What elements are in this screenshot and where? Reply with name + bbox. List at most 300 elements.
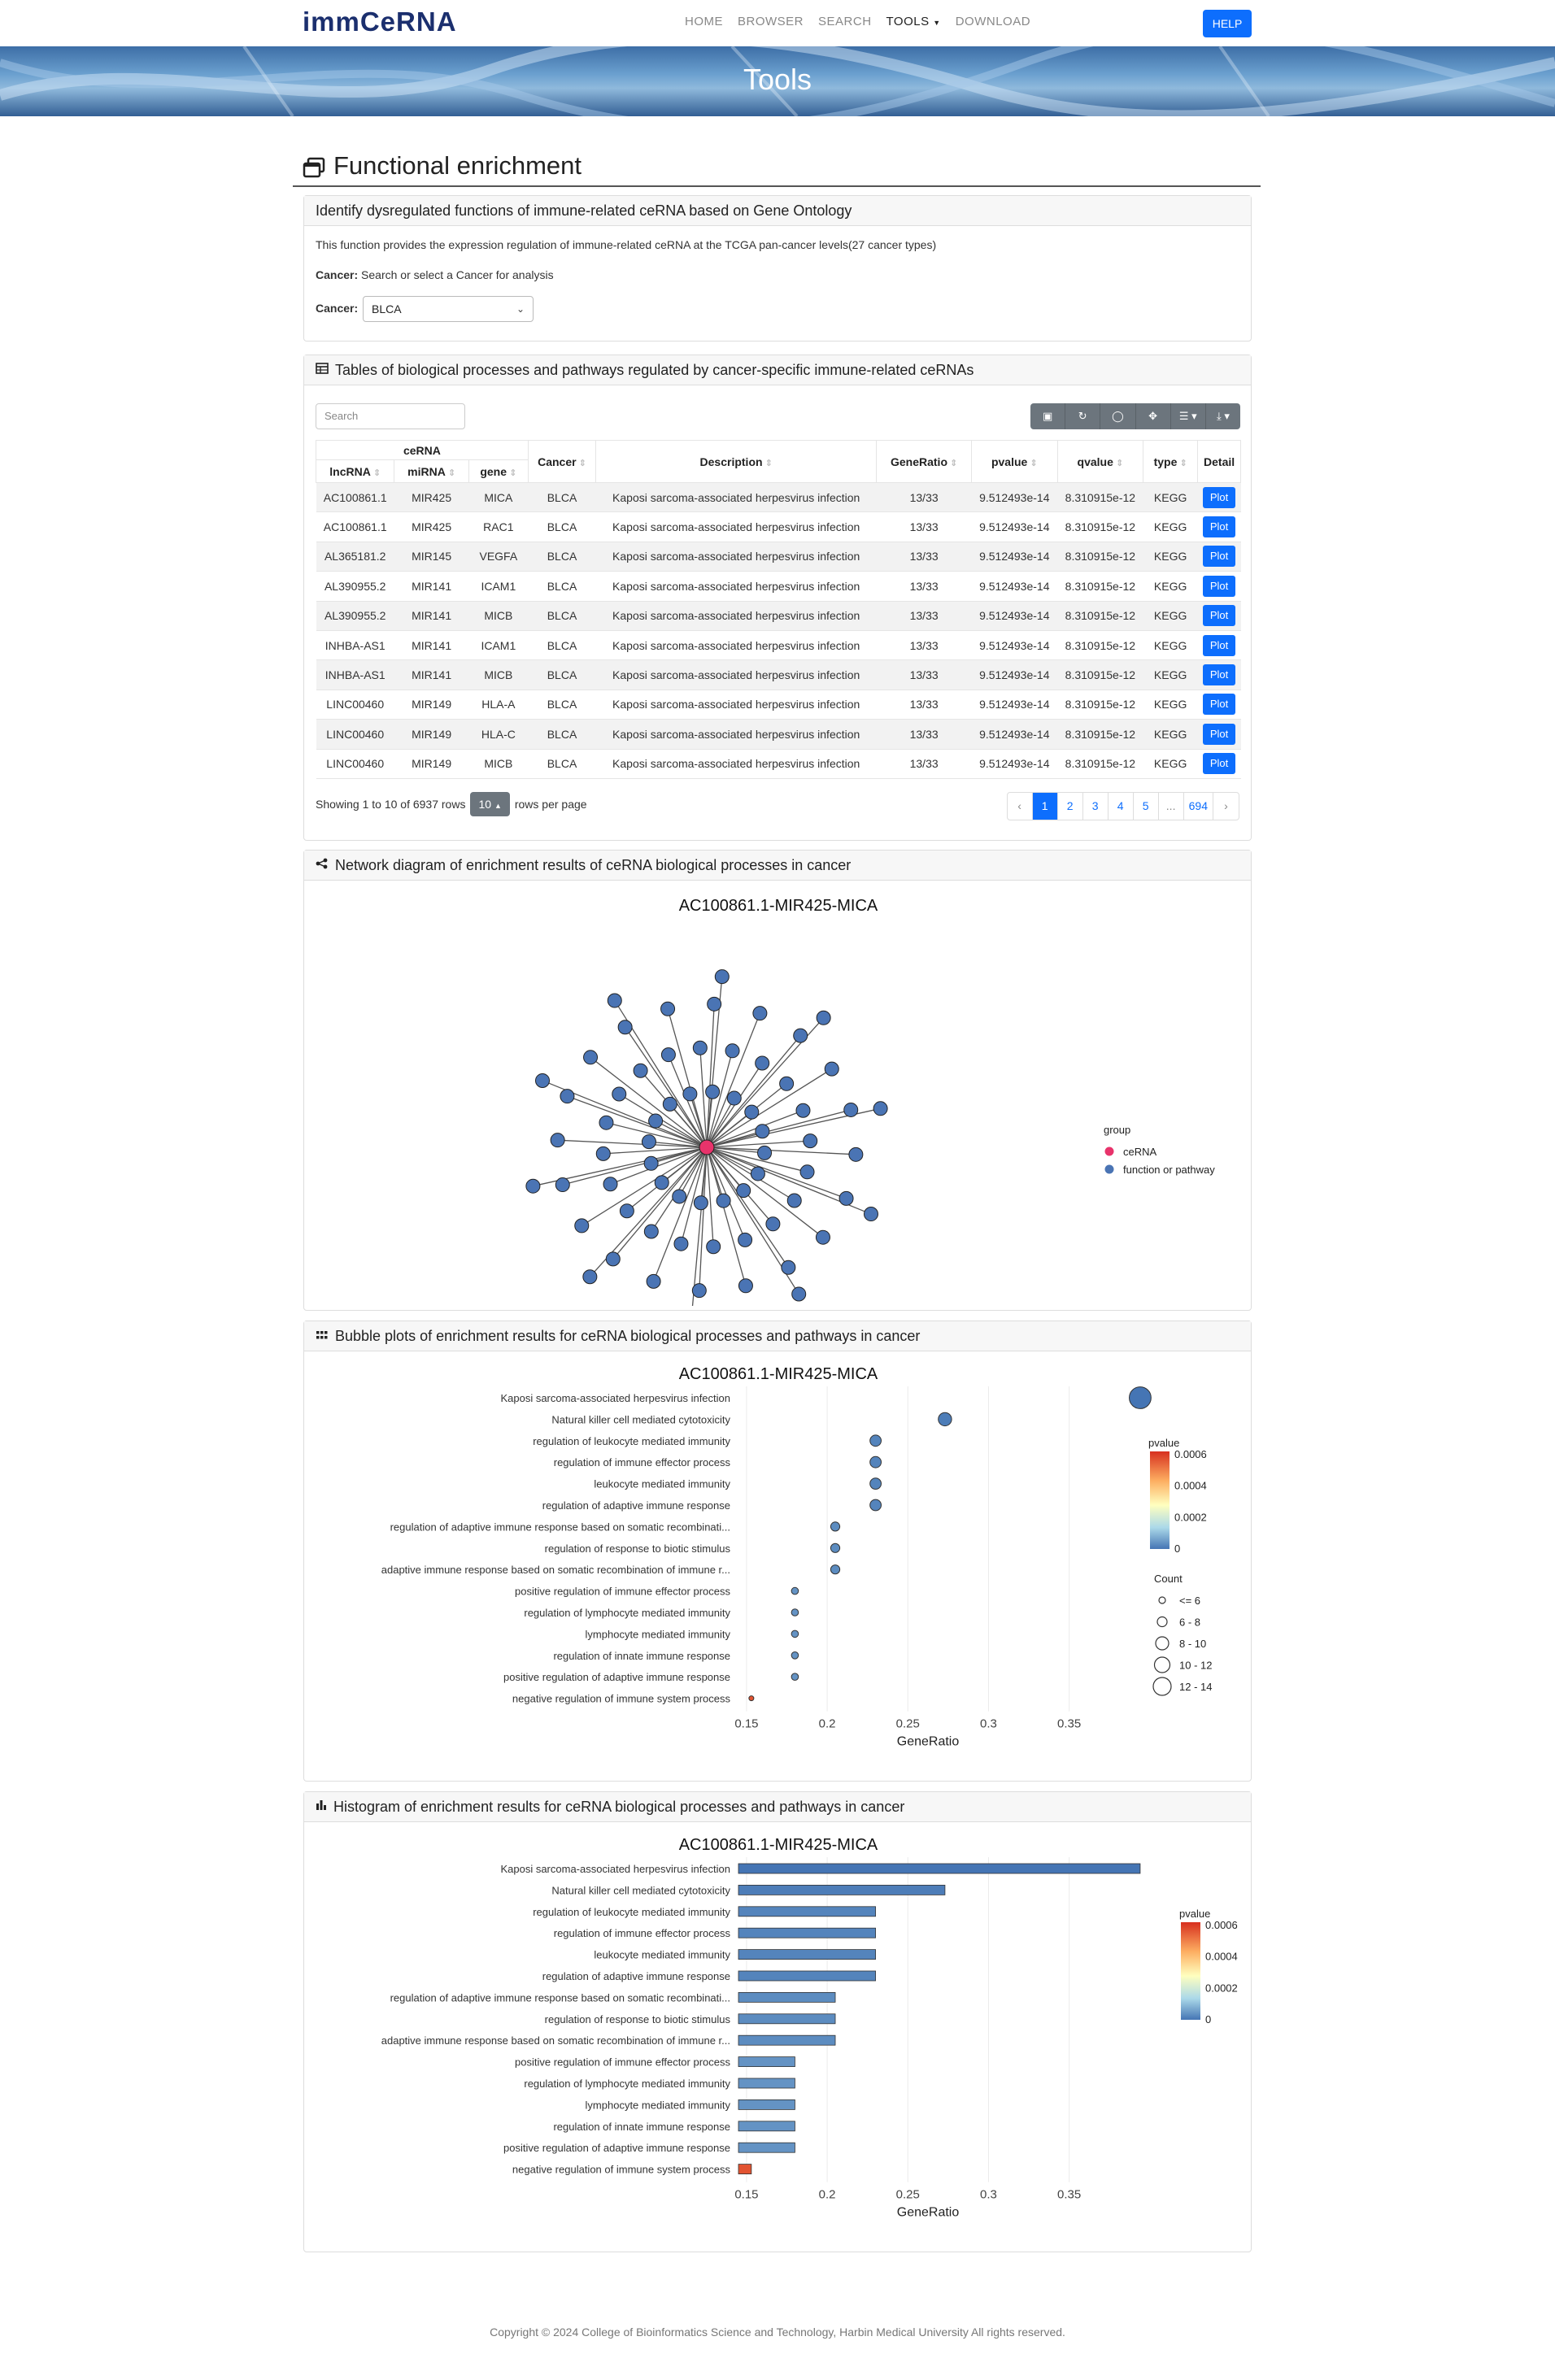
histogram-bar bbox=[738, 1992, 835, 2002]
table-toolbar bbox=[1030, 403, 1240, 429]
network-edge bbox=[707, 1147, 823, 1238]
network-node bbox=[673, 1190, 686, 1203]
title-divider bbox=[293, 185, 1261, 187]
network-center-node bbox=[699, 1140, 714, 1155]
cancer-select-value: BLCA bbox=[372, 302, 402, 315]
cell-cancer: BLCA bbox=[528, 749, 595, 778]
cell-generatio: 13/33 bbox=[877, 690, 972, 719]
cell-cancer: BLCA bbox=[528, 542, 595, 571]
network-node bbox=[766, 1217, 780, 1231]
cell-type: KEGG bbox=[1143, 660, 1198, 690]
cell-description: Kaposi sarcoma-associated herpesvirus infection bbox=[596, 749, 877, 778]
network-node bbox=[642, 1135, 656, 1149]
pagination-info bbox=[316, 792, 587, 816]
network-node bbox=[634, 1064, 647, 1077]
bar-chart-icon bbox=[316, 1792, 327, 1822]
cell-mirna: MIR149 bbox=[394, 749, 468, 778]
y-category-label: Natural killer cell mediated cytotoxicity bbox=[551, 1884, 730, 1897]
network-node bbox=[817, 1011, 830, 1025]
page-link[interactable]: ... bbox=[1159, 793, 1184, 820]
cell-lncrna: AC100861.1 bbox=[316, 483, 394, 512]
page-link[interactable]: 5 bbox=[1134, 793, 1159, 820]
page-link[interactable]: 694 bbox=[1184, 793, 1213, 820]
network-node bbox=[717, 1194, 730, 1207]
histogram-bar bbox=[738, 1971, 876, 1981]
network-node bbox=[738, 1279, 752, 1293]
bubble-point bbox=[870, 1499, 882, 1511]
results-table-body bbox=[316, 483, 1241, 779]
cell-cancer: BLCA bbox=[528, 512, 595, 542]
col-generatio[interactable]: GeneRatio ⇕ bbox=[877, 441, 972, 483]
y-category-label: regulation of lymphocyte mediated immunity bbox=[524, 2078, 730, 2090]
cell-qvalue: 8.310915e-12 bbox=[1057, 572, 1143, 601]
colorbar-tick: 0.0004 bbox=[1174, 1479, 1207, 1492]
cell-lncrna: LINC00460 bbox=[316, 690, 394, 719]
page-link[interactable]: › bbox=[1224, 799, 1228, 812]
network-edge bbox=[668, 1009, 707, 1147]
network-node bbox=[647, 1274, 660, 1288]
network-node bbox=[787, 1194, 801, 1207]
cell-detail bbox=[1198, 690, 1241, 719]
cell-lncrna: AL390955.2 bbox=[316, 572, 394, 601]
cell-detail bbox=[1198, 749, 1241, 778]
network-node bbox=[644, 1156, 658, 1170]
cell-generatio: 13/33 bbox=[877, 720, 972, 749]
network-node bbox=[751, 1167, 764, 1181]
legend-function-dot bbox=[1105, 1165, 1114, 1174]
plot-button[interactable]: Plot bbox=[1203, 635, 1235, 656]
network-node bbox=[727, 1091, 741, 1105]
cell-gene: MICB bbox=[468, 749, 528, 778]
network-node bbox=[683, 1087, 697, 1101]
window-icon bbox=[303, 155, 325, 176]
bubble-point bbox=[791, 1587, 799, 1595]
network-edge bbox=[707, 1147, 746, 1286]
network-node bbox=[804, 1134, 817, 1148]
table-row bbox=[316, 601, 1241, 630]
network-node bbox=[708, 997, 721, 1011]
plot-button[interactable]: Plot bbox=[1203, 605, 1235, 626]
cell-qvalue: 8.310915e-12 bbox=[1057, 690, 1143, 719]
network-node bbox=[792, 1287, 806, 1301]
cancer-hint bbox=[316, 268, 554, 281]
nav-home[interactable]: HOME bbox=[685, 15, 723, 28]
bubble-point bbox=[791, 1609, 799, 1616]
export-dropdown-icon[interactable]: ⤓ ▾ bbox=[1217, 410, 1230, 422]
col-lncrna[interactable]: lncRNA ⇕ bbox=[316, 460, 394, 483]
network-node bbox=[603, 1177, 617, 1191]
legend-cerna-label: ceRNA bbox=[1123, 1146, 1157, 1158]
colorbar-tick: 0.0002 bbox=[1174, 1511, 1207, 1524]
cell-qvalue: 8.310915e-12 bbox=[1057, 630, 1143, 659]
rows-per-page-text: rows per page bbox=[514, 798, 587, 811]
network-node bbox=[796, 1103, 810, 1117]
cell-mirna: MIR149 bbox=[394, 720, 468, 749]
network-node bbox=[661, 1002, 675, 1016]
cell-lncrna: AL390955.2 bbox=[316, 601, 394, 630]
bubble-point bbox=[830, 1543, 839, 1552]
cell-generatio: 13/33 bbox=[877, 630, 972, 659]
size-legend-circle bbox=[1156, 1637, 1169, 1650]
y-category-label: regulation of adaptive immune response bbox=[542, 1970, 730, 1982]
y-category-label: Kaposi sarcoma-associated herpesvirus infection bbox=[500, 1863, 730, 1875]
cell-detail bbox=[1198, 572, 1241, 601]
cell-qvalue: 8.310915e-12 bbox=[1057, 512, 1143, 542]
page-link[interactable]: 2 bbox=[1058, 793, 1083, 820]
cell-mirna: MIR141 bbox=[394, 572, 468, 601]
network-diagram bbox=[304, 891, 1252, 1306]
cell-lncrna: AC100861.1 bbox=[316, 512, 394, 542]
network-node bbox=[644, 1225, 658, 1238]
network-node bbox=[661, 1048, 675, 1062]
cancer-select-label-text: Cancer: bbox=[316, 302, 359, 315]
dots-grid-icon bbox=[316, 1321, 329, 1351]
x-tick-label: 0.35 bbox=[1057, 1716, 1082, 1731]
table-row bbox=[316, 660, 1241, 690]
x-tick-label: 0.2 bbox=[818, 2187, 836, 2202]
network-node bbox=[794, 1029, 808, 1042]
colorbar-tick: 0.0006 bbox=[1174, 1448, 1207, 1460]
y-category-label: positive regulation of immune effector process bbox=[515, 1585, 730, 1598]
cell-pvalue: 9.512493e-14 bbox=[972, 601, 1058, 630]
network-node bbox=[612, 1087, 626, 1101]
y-category-label: regulation of lymphocyte mediated immunity bbox=[524, 1607, 730, 1619]
size-legend-label: 12 - 14 bbox=[1179, 1681, 1213, 1693]
bubble-plot bbox=[304, 1357, 1252, 1780]
cell-description: Kaposi sarcoma-associated herpesvirus infection bbox=[596, 483, 877, 512]
network-edge bbox=[707, 1013, 760, 1147]
cell-qvalue: 8.310915e-12 bbox=[1057, 720, 1143, 749]
plot-button[interactable]: Plot bbox=[1203, 516, 1235, 537]
cell-gene: ICAM1 bbox=[468, 572, 528, 601]
cell-type: KEGG bbox=[1143, 483, 1198, 512]
x-axis-label: GeneRatio bbox=[896, 2205, 960, 2220]
plot-button[interactable]: Plot bbox=[1203, 546, 1235, 567]
banner bbox=[0, 46, 1555, 116]
y-category-label: leukocyte mediated immunity bbox=[594, 1948, 730, 1961]
histogram-card-header bbox=[304, 1792, 1251, 1822]
network-node bbox=[693, 1041, 707, 1055]
plot-button[interactable]: Plot bbox=[1203, 664, 1235, 685]
col-detail: Detail bbox=[1198, 441, 1241, 483]
cell-qvalue: 8.310915e-12 bbox=[1057, 542, 1143, 571]
plot-button[interactable]: Plot bbox=[1203, 576, 1235, 597]
histogram-bar bbox=[738, 1928, 876, 1938]
y-category-label: regulation of adaptive immune response based on somatic recombinati... bbox=[390, 1521, 730, 1534]
network-node bbox=[753, 1007, 767, 1020]
network-node bbox=[555, 1178, 569, 1192]
cell-pvalue: 9.512493e-14 bbox=[972, 572, 1058, 601]
page-link[interactable]: 3 bbox=[1083, 793, 1109, 820]
network-edge bbox=[654, 1147, 707, 1281]
y-category-label: negative regulation of immune system process bbox=[512, 2163, 730, 2176]
footer: Copyright © 2024 College of Bioinformatics Science and Technology, Harbin Medical University All rights reserved. bbox=[490, 2326, 1065, 2339]
refresh-icon[interactable]: ↻ bbox=[1065, 403, 1100, 429]
caret-down-icon: ▼ bbox=[933, 19, 941, 27]
page-title bbox=[303, 151, 581, 181]
cell-mirna: MIR141 bbox=[394, 630, 468, 659]
cancer-select[interactable] bbox=[363, 296, 534, 322]
y-category-label: Kaposi sarcoma-associated herpesvirus infection bbox=[500, 1392, 730, 1404]
bubble-card-header bbox=[304, 1321, 1251, 1351]
cell-qvalue: 8.310915e-12 bbox=[1057, 483, 1143, 512]
cell-description: Kaposi sarcoma-associated herpesvirus infection bbox=[596, 512, 877, 542]
cell-lncrna: LINC00460 bbox=[316, 720, 394, 749]
colorbar-tick: 0 bbox=[1205, 2013, 1212, 2025]
cell-detail bbox=[1198, 601, 1241, 630]
network-node bbox=[599, 1116, 613, 1129]
histogram-bar bbox=[738, 1885, 945, 1895]
network-node bbox=[536, 1073, 550, 1087]
legend-function-label: function or pathway bbox=[1123, 1164, 1215, 1176]
network-legend-title: group bbox=[1104, 1124, 1131, 1136]
cell-type: KEGG bbox=[1143, 749, 1198, 778]
navbar bbox=[0, 0, 1555, 46]
cell-cancer: BLCA bbox=[528, 690, 595, 719]
network-edge bbox=[567, 1096, 707, 1147]
cell-gene: ICAM1 bbox=[468, 630, 528, 659]
plot-button[interactable]: Plot bbox=[1203, 487, 1235, 508]
fullscreen-icon[interactable]: ✥ bbox=[1136, 403, 1171, 429]
cell-type: KEGG bbox=[1143, 572, 1198, 601]
intro-description: This function provides the expression regulation of immune-related ceRNA at the TCGA pan-cancer levels(27 cancer types) bbox=[316, 238, 937, 251]
size-legend-label: 10 - 12 bbox=[1179, 1659, 1213, 1672]
help-button[interactable]: HELP bbox=[1203, 10, 1252, 37]
network-node bbox=[756, 1056, 769, 1070]
y-category-label: regulation of response to biotic stimulus bbox=[544, 2012, 730, 2025]
cell-qvalue: 8.310915e-12 bbox=[1057, 749, 1143, 778]
cell-mirna: MIR425 bbox=[394, 483, 468, 512]
cell-generatio: 13/33 bbox=[877, 749, 972, 778]
x-tick-label: 0.25 bbox=[895, 2187, 920, 2202]
network-node bbox=[849, 1147, 863, 1161]
bubble-card-title: Bubble plots of enrichment results for ceRNA biological processes and pathways in cancer bbox=[335, 1327, 921, 1344]
colorbar-title: pvalue bbox=[1148, 1437, 1180, 1449]
cell-lncrna: INHBA-AS1 bbox=[316, 660, 394, 690]
plot-button[interactable]: Plot bbox=[1203, 753, 1235, 774]
cell-cancer: BLCA bbox=[528, 630, 595, 659]
cell-description: Kaposi sarcoma-associated herpesvirus infection bbox=[596, 720, 877, 749]
cell-generatio: 13/33 bbox=[877, 572, 972, 601]
network-node bbox=[715, 970, 729, 984]
colorbar bbox=[1181, 1922, 1200, 2020]
y-category-label: leukocyte mediated immunity bbox=[594, 1477, 730, 1490]
nav-search[interactable]: SEARCH bbox=[818, 15, 872, 28]
intro-card bbox=[303, 195, 1252, 342]
cerna-group-header: ceRNA bbox=[316, 441, 529, 460]
histogram-bar bbox=[738, 2014, 835, 2024]
size-legend-circle bbox=[1159, 1597, 1165, 1603]
bubble-point bbox=[830, 1565, 839, 1574]
network-edge bbox=[707, 1110, 851, 1147]
cell-gene: MICB bbox=[468, 660, 528, 690]
y-category-label: positive regulation of adaptive immune response bbox=[503, 1671, 730, 1684]
histogram-card-title: Histogram of enrichment results for ceRNA biological processes and pathways in cancer bbox=[333, 1798, 905, 1815]
histogram-bar bbox=[738, 2057, 795, 2067]
plot-button[interactable]: Plot bbox=[1203, 694, 1235, 715]
toggle-view-icon[interactable]: ▣ bbox=[1030, 403, 1065, 429]
cell-lncrna: AL365181.2 bbox=[316, 542, 394, 571]
nav-links bbox=[685, 15, 1045, 28]
network-node bbox=[551, 1133, 564, 1147]
x-tick-label: 0.3 bbox=[980, 2187, 997, 2202]
col-pvalue[interactable]: pvalue ⇕ bbox=[972, 441, 1058, 483]
cell-detail bbox=[1198, 660, 1241, 690]
nav-download[interactable]: DOWNLOAD bbox=[955, 15, 1031, 28]
x-tick-label: 0.3 bbox=[980, 1716, 997, 1731]
site-logo[interactable] bbox=[303, 7, 457, 37]
table-icon bbox=[316, 355, 329, 385]
histogram-bar bbox=[738, 2035, 835, 2045]
network-node bbox=[706, 1085, 720, 1099]
network-edge bbox=[613, 1147, 707, 1259]
cell-cancer: BLCA bbox=[528, 483, 595, 512]
table-search-input[interactable]: Search bbox=[316, 403, 465, 429]
table-row bbox=[316, 749, 1241, 778]
nav-tools-label: TOOLS bbox=[886, 15, 930, 28]
col-gene[interactable]: gene ⇕ bbox=[468, 460, 528, 483]
table-row bbox=[316, 542, 1241, 571]
table-row bbox=[316, 690, 1241, 719]
network-node bbox=[584, 1051, 598, 1064]
network-node bbox=[649, 1114, 663, 1128]
network-node bbox=[692, 1284, 706, 1298]
page-link[interactable]: ‹ bbox=[1008, 793, 1033, 820]
results-table bbox=[316, 440, 1241, 779]
y-category-label: regulation of innate immune response bbox=[553, 1649, 730, 1662]
y-category-label: positive regulation of adaptive immune response bbox=[503, 2142, 730, 2155]
colorbar bbox=[1150, 1451, 1170, 1549]
cancer-select-label bbox=[316, 302, 358, 315]
y-category-label: regulation of innate immune response bbox=[553, 2120, 730, 2133]
cell-pvalue: 9.512493e-14 bbox=[972, 660, 1058, 690]
histogram-bar bbox=[738, 1907, 876, 1917]
network-node bbox=[844, 1103, 858, 1116]
network-node bbox=[606, 1252, 620, 1266]
network-node bbox=[800, 1165, 814, 1179]
col-cancer[interactable]: Cancer ⇕ bbox=[528, 441, 595, 483]
cell-generatio: 13/33 bbox=[877, 512, 972, 542]
network-node bbox=[745, 1105, 759, 1119]
histogram-bar bbox=[738, 2165, 751, 2174]
y-category-label: lymphocyte mediated immunity bbox=[585, 1628, 730, 1641]
table-card-header bbox=[304, 355, 1251, 385]
network-edge bbox=[558, 1140, 707, 1147]
columns-dropdown-icon[interactable]: ☰ ▾ bbox=[1171, 403, 1206, 429]
table-row bbox=[316, 720, 1241, 749]
cell-description: Kaposi sarcoma-associated herpesvirus infection bbox=[596, 630, 877, 659]
network-edge bbox=[590, 1057, 707, 1147]
bubble-point bbox=[749, 1696, 754, 1701]
network-node bbox=[737, 1184, 751, 1198]
table-card bbox=[303, 355, 1252, 841]
cell-pvalue: 9.512493e-14 bbox=[972, 749, 1058, 778]
cell-qvalue: 8.310915e-12 bbox=[1057, 601, 1143, 630]
cell-gene: MICA bbox=[468, 483, 528, 512]
page-link[interactable]: 4 bbox=[1109, 793, 1134, 820]
bubble-point bbox=[791, 1630, 799, 1638]
page-size-dropdown[interactable] bbox=[470, 792, 509, 816]
nav-tools-dropdown[interactable] bbox=[886, 15, 941, 28]
table-row bbox=[316, 512, 1241, 542]
network-node bbox=[725, 1044, 739, 1058]
histogram-bar bbox=[738, 1950, 876, 1960]
toggle-icon[interactable]: ◯ bbox=[1100, 403, 1135, 429]
cell-gene: MICB bbox=[468, 601, 528, 630]
cell-qvalue: 8.310915e-12 bbox=[1057, 660, 1143, 690]
network-card-header bbox=[304, 851, 1251, 881]
bubble-point bbox=[791, 1673, 799, 1681]
cell-type: KEGG bbox=[1143, 601, 1198, 630]
cell-detail bbox=[1198, 483, 1241, 512]
nav-browser[interactable]: BROWSER bbox=[738, 15, 804, 28]
network-node bbox=[583, 1270, 597, 1284]
cell-lncrna: INHBA-AS1 bbox=[316, 630, 394, 659]
network-node bbox=[816, 1230, 830, 1244]
cell-mirna: MIR145 bbox=[394, 542, 468, 571]
cell-type: KEGG bbox=[1143, 512, 1198, 542]
network-edge bbox=[707, 1036, 800, 1147]
network-node bbox=[839, 1191, 853, 1205]
cell-mirna: MIR141 bbox=[394, 601, 468, 630]
cell-pvalue: 9.512493e-14 bbox=[972, 512, 1058, 542]
pagination bbox=[1007, 792, 1239, 820]
cell-generatio: 13/33 bbox=[877, 542, 972, 571]
plot-button[interactable]: Plot bbox=[1203, 724, 1235, 745]
cell-description: Kaposi sarcoma-associated herpesvirus infection bbox=[596, 572, 877, 601]
x-tick-label: 0.15 bbox=[734, 2187, 759, 2202]
cell-cancer: BLCA bbox=[528, 572, 595, 601]
col-mirna[interactable]: miRNA ⇕ bbox=[394, 460, 468, 483]
col-qvalue[interactable]: qvalue ⇕ bbox=[1057, 441, 1143, 483]
bubble-point bbox=[791, 1652, 799, 1660]
col-type[interactable]: type ⇕ bbox=[1143, 441, 1198, 483]
cell-cancer: BLCA bbox=[528, 601, 595, 630]
intro-card-header bbox=[304, 196, 1251, 226]
col-description[interactable]: Description ⇕ bbox=[596, 441, 877, 483]
cell-description: Kaposi sarcoma-associated herpesvirus infection bbox=[596, 690, 877, 719]
cell-detail bbox=[1198, 542, 1241, 571]
x-axis-label: GeneRatio bbox=[896, 1734, 960, 1749]
cell-description: Kaposi sarcoma-associated herpesvirus infection bbox=[596, 542, 877, 571]
network-node bbox=[756, 1125, 769, 1138]
network-node bbox=[780, 1077, 794, 1090]
histogram-plot-title: AC100861.1-MIR425-MICA bbox=[678, 1836, 878, 1854]
page-link[interactable]: 1 bbox=[1033, 793, 1058, 820]
share-nodes-icon bbox=[316, 851, 329, 881]
y-category-label: regulation of adaptive immune response based on somatic recombinati... bbox=[390, 1991, 730, 2004]
cell-mirna: MIR425 bbox=[394, 512, 468, 542]
table-row bbox=[316, 483, 1241, 512]
y-category-label: negative regulation of immune system process bbox=[512, 1692, 730, 1705]
bubble-point bbox=[939, 1412, 952, 1425]
network-node bbox=[608, 994, 621, 1007]
page-size-value: 10 bbox=[478, 798, 492, 811]
bubble-point bbox=[830, 1522, 839, 1531]
cancer-hint-label: Cancer: bbox=[316, 268, 359, 281]
cell-cancer: BLCA bbox=[528, 660, 595, 690]
y-category-label: adaptive immune response based on somatic recombination of immune r... bbox=[381, 1564, 730, 1577]
network-edge bbox=[563, 1147, 707, 1185]
x-tick-label: 0.35 bbox=[1057, 2187, 1082, 2202]
cell-gene: HLA-A bbox=[468, 690, 528, 719]
colorbar-title: pvalue bbox=[1179, 1908, 1211, 1920]
intro-card-title: Identify dysregulated functions of immune-related ceRNA based on Gene Ontology bbox=[316, 202, 852, 219]
bubble-point bbox=[870, 1456, 882, 1468]
size-legend-label: <= 6 bbox=[1179, 1595, 1201, 1607]
cell-description: Kaposi sarcoma-associated herpesvirus infection bbox=[596, 660, 877, 690]
y-category-label: lymphocyte mediated immunity bbox=[585, 2099, 730, 2112]
